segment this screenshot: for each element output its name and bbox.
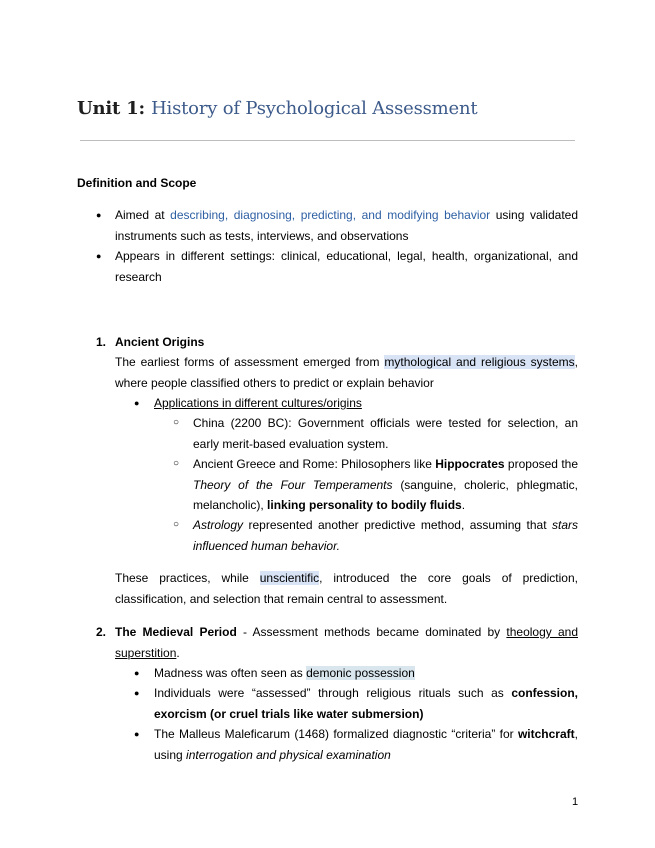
scope-link-text: describing, diagnosing, predicting, and modifying behavior [170, 208, 491, 222]
bullet-icon: ● [134, 398, 140, 408]
section-1-closing: These practices, while unscientific, introduced the core goals of prediction, classification, and selection that remain central to assessment. [115, 571, 578, 606]
highlight-demonic: demonic possession [306, 666, 415, 680]
bullet-icon: ● [96, 251, 102, 261]
bullet-icon: ● [134, 729, 140, 739]
item-china: China (2200 BC): Government officials were tested for selection, an early merit-based evaluation system. [193, 416, 578, 451]
item-astrology: Astrology represented another predictive method, assuming that stars influenced human behavior. [193, 518, 578, 553]
section-1-intro: The earliest forms of assessment emerged from mythological and religious systems, where people classified others to predict or explain behavior [115, 355, 579, 390]
item-malleus: The Malleus Maleficarum (1468) formalized diagnostic “criteria” for witchcraft, using interrogation and physical examination [154, 727, 578, 762]
highlight-mythological: mythological and religious systems [384, 355, 575, 369]
scope-bullet-1: Aimed at describing, diagnosing, predicting, and modifying behavior using validated instruments such as tests, interviews, and observations [115, 208, 579, 243]
item-individuals: Individuals were “assessed” through religious rituals such as confession, exorcism (or cruel trials like water submersion) [154, 686, 578, 721]
item-madness: Madness was often seen as demonic possession [154, 666, 415, 680]
circle-bullet-icon: ○ [173, 458, 180, 469]
section-2-heading: The Medieval Period [115, 625, 237, 639]
applications-heading: Applications in different cultures/origins [154, 396, 362, 410]
circle-bullet-icon: ○ [173, 417, 180, 428]
section-1-number: 1. [96, 335, 107, 349]
section-2-intro: The Medieval Period - Assessment methods became dominated by theology and superstition. [115, 625, 578, 660]
highlight-unscientific: unscientific [259, 571, 320, 585]
section-2-number: 2. [96, 625, 107, 639]
bullet-icon: ● [134, 688, 140, 698]
section-1-heading: Ancient Origins [115, 335, 205, 349]
bullet-icon: ● [96, 210, 102, 220]
title-divider [80, 140, 575, 141]
scope-bullet-2: Appears in different settings: clinical, educational, legal, health, organizational, and research [115, 249, 578, 284]
item-greece-rome: Ancient Greece and Rome: Philosophers like Hippocrates proposed the Theory of the Four Temperaments (sanguine, choleric, phlegmatic, melancholic), linking personality to bodily fluids. [193, 457, 579, 512]
title-rest: History of Psychological Assessment [151, 98, 478, 119]
page-title [77, 98, 477, 119]
section-heading: Definition and Scope [77, 176, 197, 190]
title-lead: Unit 1: [77, 98, 145, 119]
page-number: 1 [572, 796, 579, 808]
circle-bullet-icon: ○ [173, 519, 180, 530]
bullet-icon: ● [134, 668, 140, 678]
